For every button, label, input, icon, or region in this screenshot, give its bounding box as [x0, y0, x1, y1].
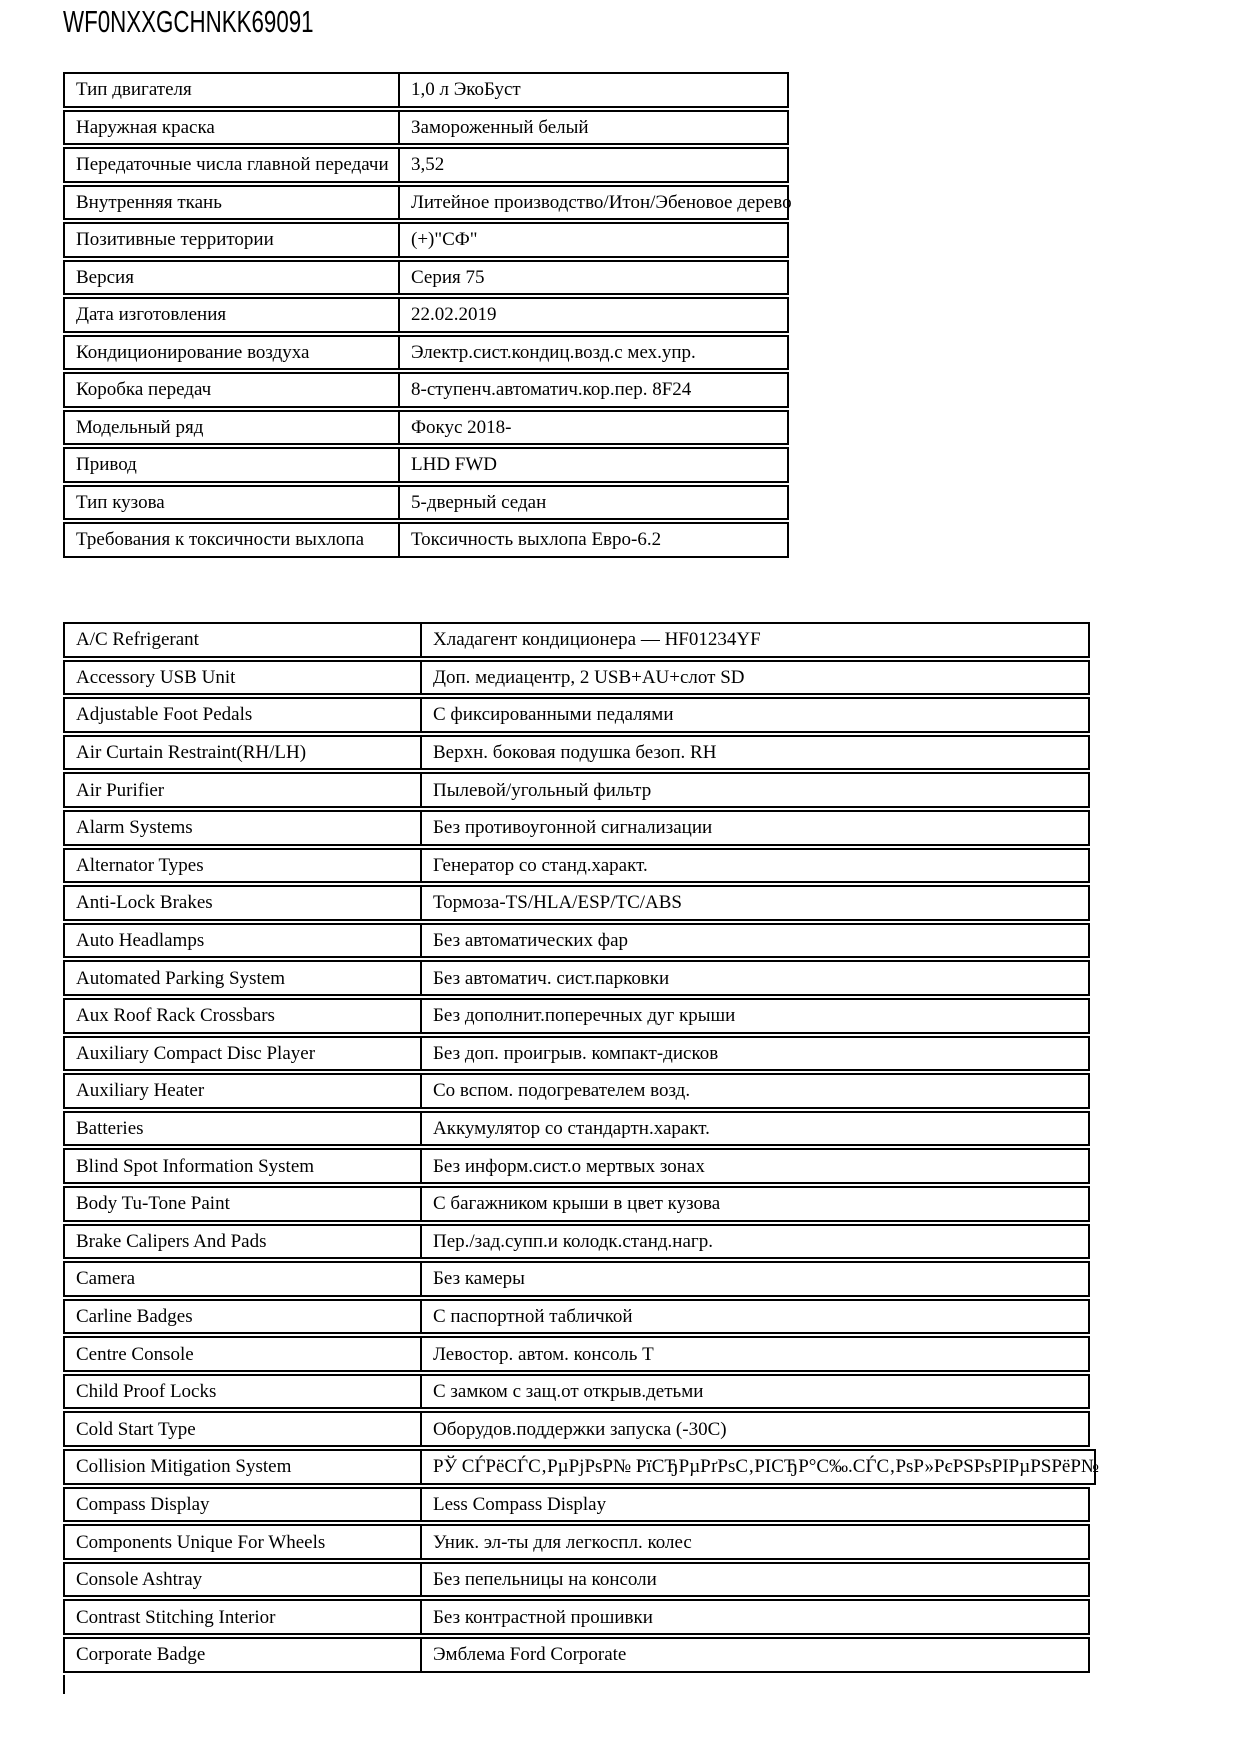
- spec-value: С фиксированными педалями: [433, 704, 674, 726]
- spec-label: Batteries: [65, 1113, 422, 1145]
- spec-value: Со вспом. подогревателем возд.: [433, 1080, 691, 1102]
- spec-label: Дата изготовления: [65, 299, 400, 331]
- spec-value: 5-дверный седан: [411, 491, 547, 513]
- table-row: [63, 1637, 1090, 1673]
- spec-label: Adjustable Foot Pedals: [65, 699, 422, 731]
- table-row: [63, 447, 789, 483]
- spec-value: Литейное производство/Итон/Эбеновое дерево: [411, 191, 792, 213]
- table-row: [63, 1336, 1090, 1372]
- spec-label: Модельный ряд: [65, 412, 400, 444]
- table-row: [63, 622, 1090, 658]
- spec-label: Accessory USB Unit: [65, 662, 422, 694]
- spec-value: Тормоза-TS/HLA/ESP/TC/ABS: [433, 892, 682, 914]
- table-row: [63, 1449, 1100, 1485]
- spec-label: A/C Refrigerant: [65, 624, 422, 656]
- spec-value: Фокус 2018-: [411, 416, 512, 438]
- spec-value: Оборудов.поддержки запуска (-30C): [433, 1418, 727, 1440]
- spec-label: Кондиционирование воздуха: [65, 337, 400, 369]
- table-row: [63, 1599, 1090, 1635]
- table-row: [63, 335, 789, 371]
- spec-label: Components Unique For Wheels: [65, 1526, 422, 1558]
- table-row: [63, 297, 789, 333]
- table-row: [63, 1036, 1090, 1072]
- table-row: [63, 885, 1090, 921]
- table-row: [63, 772, 1090, 808]
- spec-label: Brake Calipers And Pads: [65, 1226, 422, 1258]
- spec-label: Cold Start Type: [65, 1413, 422, 1445]
- spec-value: Серия 75: [411, 266, 485, 288]
- table-row: [63, 1562, 1090, 1598]
- spec-value: LHD FWD: [411, 454, 498, 476]
- spec-value: Less Compass Display: [433, 1493, 607, 1515]
- spec-value: 22.02.2019: [411, 304, 497, 326]
- spec-value: Хладагент кондиционера — HF01234YF: [433, 629, 761, 651]
- vehicle-summary-table: [63, 72, 792, 558]
- spec-value: Пер./зад.супп.и колодк.станд.нагр.: [433, 1230, 713, 1252]
- spec-label: Alarm Systems: [65, 812, 422, 844]
- spec-value: Токсичность выхлопа Евро-6.2: [411, 529, 662, 551]
- spec-label: Тип двигателя: [65, 74, 400, 106]
- spec-value: Без камеры: [433, 1268, 525, 1290]
- spec-label: Console Ashtray: [65, 1564, 422, 1596]
- spec-value: Левостор. автом. консоль Т: [433, 1343, 654, 1365]
- spec-label: Automated Parking System: [65, 962, 422, 994]
- table-row: [63, 1073, 1090, 1109]
- spec-label: Carline Badges: [65, 1301, 422, 1333]
- spec-value: Верхн. боковая подушка безоп. RH: [433, 742, 717, 764]
- spec-value: Доп. медиацентр, 2 USB+AU+слот SD: [433, 666, 745, 688]
- spec-label: Версия: [65, 262, 400, 294]
- spec-label: Contrast Stitching Interior: [65, 1601, 422, 1633]
- spec-label: Corporate Badge: [65, 1639, 422, 1671]
- table-row: [63, 998, 1090, 1034]
- spec-value: (+)"СФ": [411, 229, 478, 251]
- table-row: [63, 222, 789, 258]
- spec-label: Blind Spot Information System: [65, 1150, 422, 1182]
- spec-label: Внутренняя ткань: [65, 187, 400, 219]
- spec-value: Без контрастной прошивки: [433, 1606, 653, 1628]
- spec-value: С замком с защ.от открыв.детьми: [433, 1381, 704, 1403]
- table-row: [63, 410, 789, 446]
- spec-value: С багажником крыши в цвет кузова: [433, 1193, 721, 1215]
- table-row: [63, 72, 789, 108]
- spec-value: Замороженный белый: [411, 116, 589, 138]
- spec-value: Аккумулятор со стандартн.характ.: [433, 1118, 710, 1140]
- table-row: [63, 660, 1090, 696]
- page-title: WF0NXXGCHNKK69091: [63, 4, 314, 39]
- spec-value: С паспортной табличкой: [433, 1305, 633, 1327]
- options-equipment-table: [63, 622, 1100, 1673]
- table-row: [63, 1299, 1090, 1335]
- table-row: [63, 810, 1090, 846]
- spec-label: Compass Display: [65, 1489, 422, 1521]
- spec-label: Тип кузова: [65, 487, 400, 519]
- spec-label: Centre Console: [65, 1338, 422, 1370]
- table-row: [63, 372, 789, 408]
- spec-value: Уник. эл-ты для легкоспл. колес: [433, 1531, 692, 1553]
- spec-label: Auxiliary Compact Disc Player: [65, 1038, 422, 1070]
- spec-label: Наружная краска: [65, 112, 400, 144]
- table-row: [63, 1374, 1090, 1410]
- spec-label: Child Proof Locks: [65, 1376, 422, 1408]
- spec-value: Без противоугонной сигнализации: [433, 817, 713, 839]
- spec-label: Camera: [65, 1263, 422, 1295]
- table-row: [63, 697, 1090, 733]
- spec-label: Auto Headlamps: [65, 925, 422, 957]
- spec-label: Позитивные территории: [65, 224, 400, 256]
- spec-label: Auxiliary Heater: [65, 1075, 422, 1107]
- spec-value: Без дополнит.поперечных дуг крыши: [433, 1005, 736, 1027]
- spec-value: Без автоматических фар: [433, 930, 629, 952]
- spec-value: Без автоматич. сист.парковки: [433, 967, 670, 989]
- table-row: [63, 260, 789, 296]
- table-row: [63, 1186, 1090, 1222]
- spec-value: 3,52: [411, 154, 445, 176]
- spec-label: Air Curtain Restraint(RH/LH): [65, 737, 422, 769]
- table-row: [63, 1261, 1090, 1297]
- table-row: [63, 1524, 1090, 1560]
- table-row: [63, 1111, 1090, 1147]
- table-left-border-stub: [63, 1675, 65, 1694]
- table-row: [63, 923, 1090, 959]
- spec-label: Air Purifier: [65, 774, 422, 806]
- spec-value: 1,0 л ЭкоБуст: [411, 79, 521, 101]
- spec-value: Без пепельницы на консоли: [433, 1569, 657, 1591]
- spec-label: Body Tu-Tone Paint: [65, 1188, 422, 1220]
- spec-label: Aux Roof Rack Crossbars: [65, 1000, 422, 1032]
- spec-label: Anti-Lock Brakes: [65, 887, 422, 919]
- spec-label: Требования к токсичности выхлопа: [65, 524, 400, 556]
- table-row: [63, 1411, 1090, 1447]
- spec-value: Пылевой/угольный фильтр: [433, 779, 652, 801]
- table-row: [63, 522, 789, 558]
- spec-label: Передаточные числа главной передачи: [65, 149, 400, 181]
- table-row: [63, 1148, 1090, 1184]
- spec-value: Генератор со станд.характ.: [433, 854, 648, 876]
- table-row: [63, 960, 1090, 996]
- table-row: [63, 147, 789, 183]
- table-row: [63, 185, 792, 221]
- spec-value: РЎ СЃРёСЃС‚РµРјРѕР№ РїСЂРµРґРѕС‚РІСЂР°С‰.СЃС‚РѕР»РєРЅРѕРІРµРЅРёР№: [433, 1456, 1100, 1478]
- table-row: [63, 848, 1090, 884]
- spec-value: Электр.сист.кондиц.возд.с мех.упр.: [411, 341, 696, 363]
- spec-value: Без информ.сист.о мертвых зонах: [433, 1155, 705, 1177]
- table-row: [63, 735, 1090, 771]
- table-row: [63, 1487, 1090, 1523]
- table-row: [63, 110, 789, 146]
- table-row: [63, 1224, 1090, 1260]
- spec-value: 8-ступенч.автоматич.кор.пер. 8F24: [411, 379, 692, 401]
- spec-value: Без доп. проигрыв. компакт-дисков: [433, 1042, 719, 1064]
- spec-label: Коробка передач: [65, 374, 400, 406]
- spec-label: Collision Mitigation System: [65, 1451, 422, 1483]
- table-row: [63, 485, 789, 521]
- spec-label: Привод: [65, 449, 400, 481]
- spec-label: Alternator Types: [65, 850, 422, 882]
- spec-value: Эмблема Ford Corporate: [433, 1644, 627, 1666]
